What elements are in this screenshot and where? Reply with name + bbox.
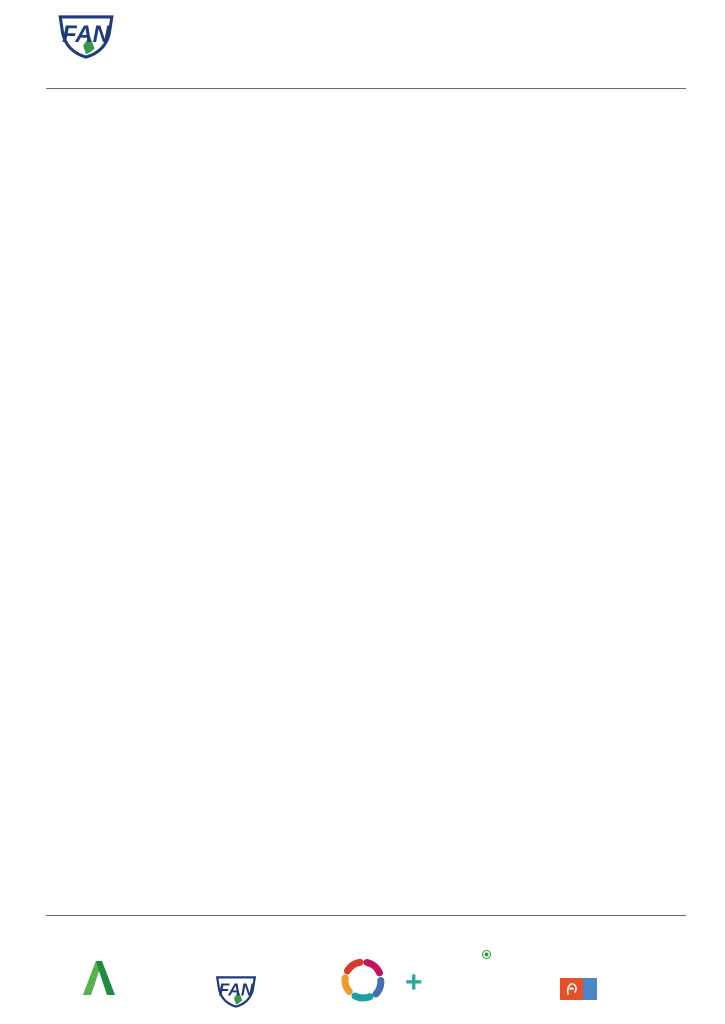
lareserva-viajes-logo (483, 950, 492, 958)
header-divider (46, 88, 686, 89)
junta-a-icon (79, 958, 119, 998)
fan-shield-icon (57, 15, 115, 59)
evento-inclusivo-logo (338, 954, 388, 1006)
beiman-plus-icon: + (405, 966, 423, 999)
vicente-ferrer-face-icon (560, 978, 583, 1000)
junta-de-andalucia-logo (55, 958, 143, 1004)
footer-divider (46, 915, 686, 916)
evento-ring-icon (338, 954, 388, 1006)
clinica-beiman-logo (405, 966, 423, 999)
svg-text:FAN: FAN (62, 20, 110, 48)
vicente-ferrer-wordmark (583, 978, 597, 1000)
svg-text:FAN: FAN (218, 979, 254, 1000)
fan-footer-logo (215, 976, 261, 1008)
fan-federation-logo (57, 15, 137, 66)
fan-shield-icon (215, 976, 257, 1008)
lareserva-dot-icon (483, 951, 490, 958)
vicente-ferrer-logo (560, 978, 597, 1000)
